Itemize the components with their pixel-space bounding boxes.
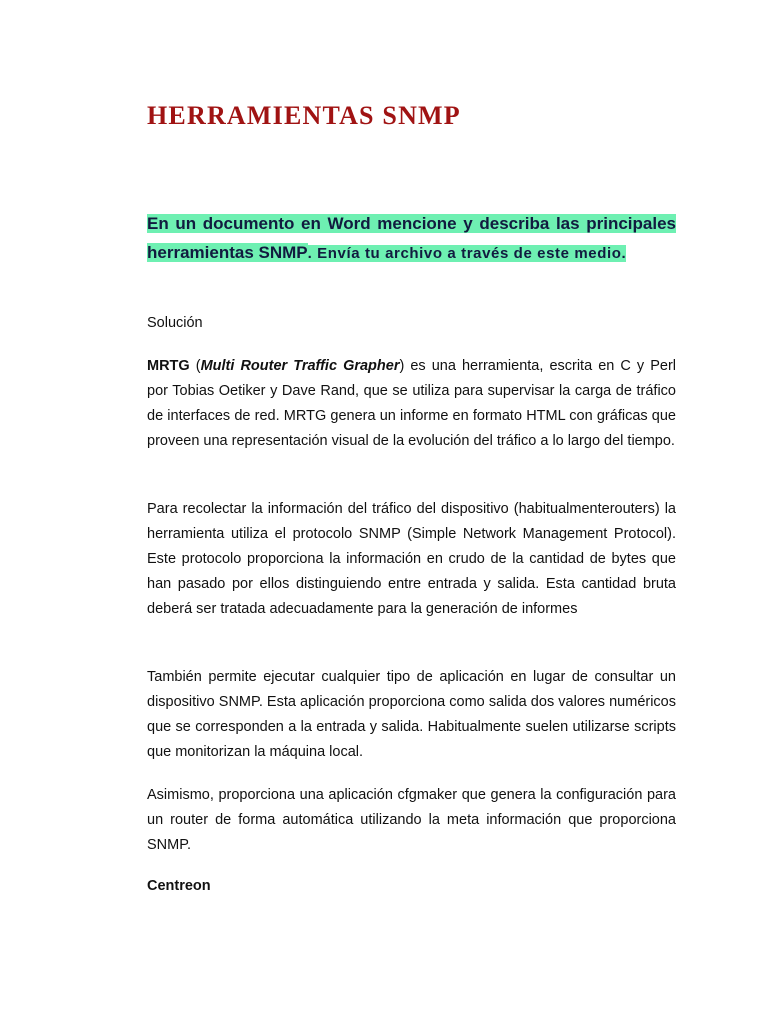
mrtg-description: ) es una herramienta, escrita en C y Perl por Tobias Oetiker y Dave Rand, que se utiliza para supervisar la carga de tráfico de interfaces de red. MRTG genera un informe en formato HTML con gráficas que proveen una representación visual de la evolución del tráfico a lo largo del tiempo. bbox=[147, 358, 676, 449]
paragraph-cfgmaker: Asimismo, proporciona una aplicación cfgmaker que genera la configuración para un router de forma automática utilizando la meta información que proporciona SNMP. bbox=[147, 787, 676, 853]
mrtg-full-name: Multi Router Traffic Grapher bbox=[200, 358, 400, 374]
assignment-highlight-main: En un documento en Word mencione y describa las principales herramientas SNMP bbox=[147, 214, 676, 262]
document-title: HERRAMIENTAS SNMP bbox=[147, 101, 461, 130]
assignment-highlight-instructions: . Envía tu archivo a través de este medio. bbox=[307, 245, 627, 262]
paragraph-applications: También permite ejecutar cualquier tipo de aplicación en lugar de consultar un dispositivo SNMP. Esta aplicación proporciona como salida dos valores numéricos que se corresponden a la entrada y salida. Habitualmente suelen utilizarse scripts que monitorizan la máquina local. bbox=[147, 669, 676, 760]
assignment-text bbox=[147, 209, 676, 268]
mrtg-open-paren: ( bbox=[189, 358, 201, 374]
mrtg-name: MRTG bbox=[147, 358, 190, 374]
mrtg-paragraph bbox=[147, 354, 676, 454]
paragraph-traffic-collection: Para recolectar la información del tráfico del dispositivo (habitualmenterouters) la herramienta utiliza el protocolo SNMP (Simple Network Management Protocol). Este protocolo proporciona la información en crudo de la cantidad de bytes que han pasado por ellos distinguiendo entre entrada y salida. Esta cantidad bruta deberá ser tratada adecuadamente para la generación de informes bbox=[147, 501, 676, 617]
solution-label: Solución bbox=[147, 315, 203, 331]
section-heading-centreon: Centreon bbox=[147, 878, 211, 894]
